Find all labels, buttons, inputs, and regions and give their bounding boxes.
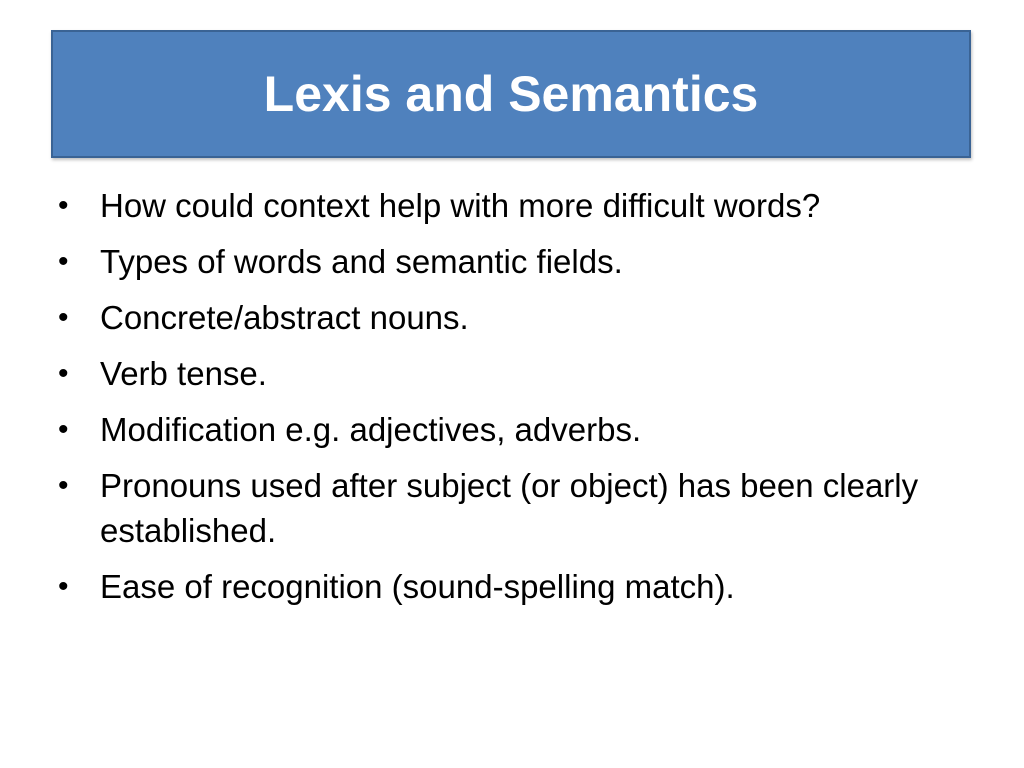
- bullet-text: Pronouns used after subject (or object) has been clearly established.: [100, 467, 919, 549]
- title-banner: [51, 30, 971, 158]
- slide-title: Lexis and Semantics: [263, 66, 759, 122]
- bullet-item: [58, 351, 958, 396]
- bullet-item: [58, 239, 958, 284]
- bullet-icon: •: [58, 413, 69, 446]
- bullet-text: Modification e.g. adjectives, adverbs.: [100, 411, 642, 448]
- bullet-icon: •: [58, 357, 69, 390]
- bullet-item: [58, 407, 958, 452]
- bullet-list: [58, 183, 958, 620]
- bullet-item: [58, 295, 958, 340]
- bullet-item: [58, 564, 958, 609]
- bullet-icon: •: [58, 469, 69, 502]
- bullet-icon: •: [58, 570, 69, 603]
- bullet-item: [58, 183, 958, 228]
- bullet-icon: •: [58, 245, 69, 278]
- bullet-text: Ease of recognition (sound-spelling match).: [100, 568, 735, 605]
- bullet-icon: •: [58, 301, 69, 334]
- bullet-icon: •: [58, 189, 69, 222]
- bullet-text: Verb tense.: [100, 355, 267, 392]
- bullet-text: Types of words and semantic fields.: [100, 243, 623, 280]
- bullet-text: How could context help with more difficult words?: [100, 187, 821, 224]
- bullet-item: [58, 463, 958, 553]
- bullet-text: Concrete/abstract nouns.: [100, 299, 469, 336]
